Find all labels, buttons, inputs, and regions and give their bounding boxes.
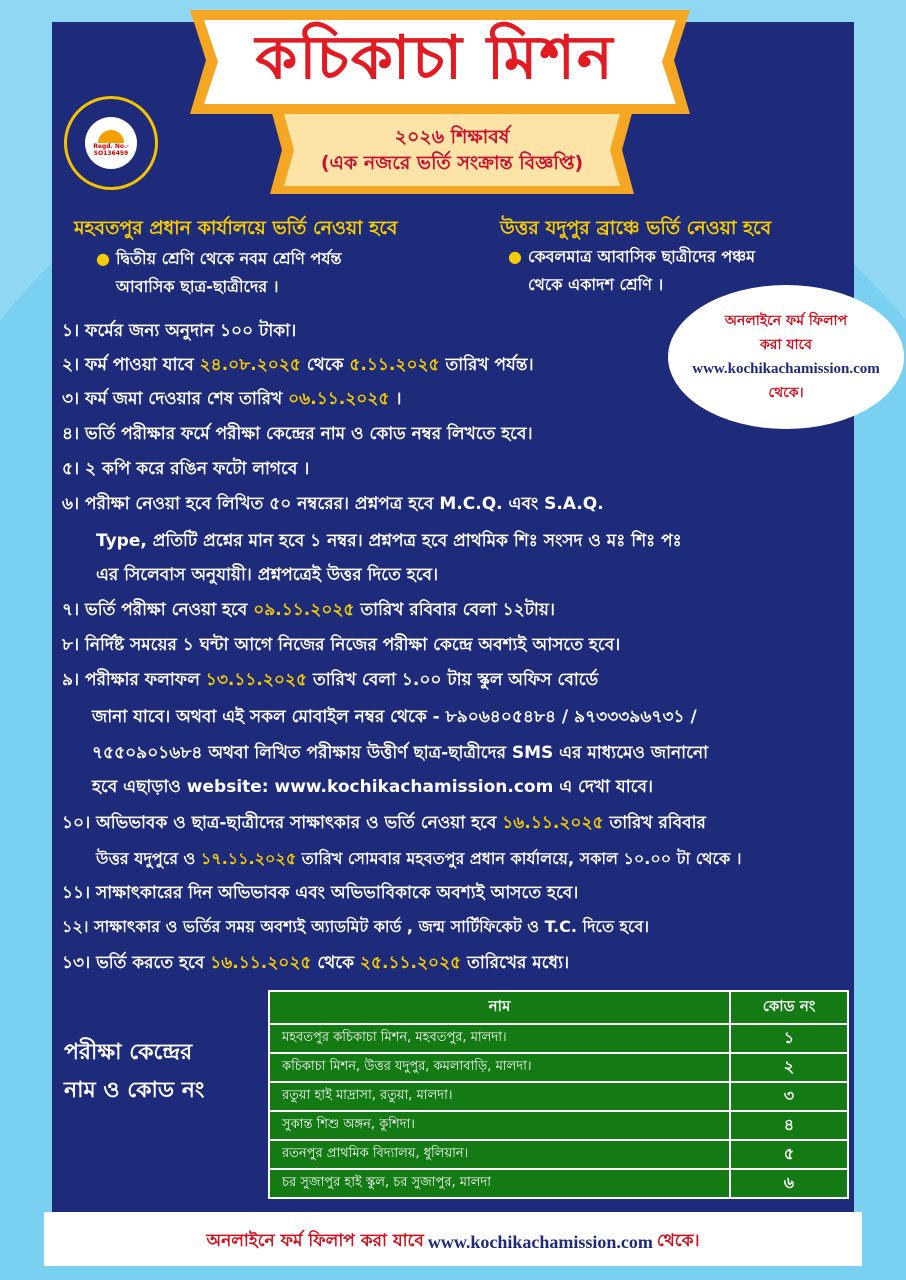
table-row (269, 1111, 848, 1140)
item-5: ৫। ২ কপি করে রঙিন ফটো লাগবে । (62, 459, 310, 479)
center-code: ৪ (730, 1111, 848, 1140)
item-6-line-2: Type, প্রতিটি প্রশ্নের মান হবে ১ নম্বর। প্রশ্নপত্র হবে প্রাথমিক শিঃ সংসদ ও মঃ শিঃ পঃ (96, 531, 682, 551)
item-9-line-4: হবে এছাড়াও website: www.kochikachamission.com এ দেখা যাবে। (92, 777, 653, 797)
item-9-line-3: ৭৫৫০৯০১৬৮৪ অথবা লিখিত পরীক্ষায় উত্তীর্ণ ছাত্র-ছাত্রীদের SMS এর মাধ্যমেও জানানো (92, 743, 709, 763)
center-name: রতুয়া হাই মাদ্রাসা, রতুয়া, মালদা। (269, 1082, 730, 1111)
footer-url[interactable]: www.kochikachamission.com (427, 1231, 653, 1252)
item-9-line-2: জানা যাবে। অথবা এই সকল মোবাইল নম্বর থেকে - ৮৯০৬৪০৫৪৮৪ / ৯৭৩৩৩৯৬৭৩১ / (92, 707, 697, 727)
date: ০৯.১১.২০২৫ (253, 600, 355, 620)
item-1: ১। ফর্মের জন্য অনুদান ১০০ টাকা। (62, 321, 297, 341)
date: ২৪.০৮.২০২৫ (199, 355, 301, 375)
sun-icon (98, 130, 124, 143)
table-row (269, 1053, 848, 1082)
footer-text: অনলাইনে ফর্ম ফিলাপ করা যাবে (206, 1231, 424, 1251)
session-year: ২০২৬ শিক্ষাবর্ষ (394, 126, 510, 148)
centers-heading-2: নাম ও কোড নং (64, 1078, 205, 1103)
left-subtext-2: আবাসিক ছাত্র-ছাত্রীদের । (116, 277, 279, 296)
item-10-line-1: ১০। অভিভাবক ও ছাত্র-ছাত্রীদের সাক্ষাৎকার ও ভর্তি নেওয়া হবে ১৬.১১.২০২৫ তারিখ রবিবার (62, 813, 706, 833)
item-4: ৪। ভর্তি পরীক্ষার ফর্মে পরীক্ষা কেন্দ্রের নাম ও কোড নম্বর লিখতে হবে। (62, 424, 533, 444)
table-row (269, 1024, 848, 1053)
item-9-line-1: ৯। পরীক্ষার ফলাফল ১৩.১১.২০২৫ তারিখ বেলা ১.০০ টায় স্কুল অফিস বোর্ডে (62, 670, 599, 690)
table-row (269, 1169, 848, 1198)
item-2: ২। ফর্ম পাওয়া যাবে ২৪.০৮.২০২৫ থেকে ৫.১১.২০২৫ তারিখ পর্যন্ত। (62, 355, 534, 375)
mission-logo (64, 96, 158, 190)
date: ২৫.১১.২০২৫ (359, 953, 462, 973)
center-code: ৩ (730, 1082, 848, 1111)
item-11: ১১। সাক্ষাৎকারের দিন অভিভাবক এবং অভিভাবিকাকে অবশ্যই আসতে হবে। (62, 883, 579, 903)
item-12: ১২। সাক্ষাৎকার ও ভর্তির সময় অবশ্যই অ্যাডমিট কার্ড , জন্ম সার্টিফিকেট ও T.C. দিতে হবে। (62, 917, 650, 936)
logo-regd-no: SO136459 (93, 149, 129, 157)
bullet-icon: ● (96, 249, 110, 268)
center-name: চর সুজাপুর হাই স্কুল, চর সুজাপুর, মালদা (269, 1169, 730, 1198)
right-subtext-2: থেকে একাদশ শ্রেণি । (528, 275, 664, 294)
item-6-line-1: ৬। পরীক্ষা নেওয়া হবে লিখিত ৫০ নম্বরের। প্রশ্নপত্র হবে M.C.Q. এবং S.A.Q. (62, 494, 604, 514)
center-name: মহবতপুর কচিকাচা মিশন, মহবতপুর, মালদা। (269, 1024, 730, 1053)
center-code: ৬ (730, 1169, 848, 1198)
footer-notice (44, 1222, 862, 1262)
logo-regd: Regd. No.- (93, 142, 129, 150)
item-7: ৭। ভর্তি পরীক্ষা নেওয়া হবে ০৯.১১.২০২৫ তারিখ রবিবার বেলা ১২টায়। (62, 600, 555, 620)
center-code: ৫ (730, 1140, 848, 1169)
online-notice (668, 286, 904, 428)
centers-heading (64, 1034, 260, 1110)
left-subtext-1: ● দ্বিতীয় শ্রেণি থেকে নবম শ্রেণি পর্যন্ত (96, 249, 342, 268)
online-line-1: অনলাইনে ফর্ম ফিলাপ (724, 313, 848, 329)
item-3: ৩। ফর্ম জমা দেওয়ার শেষ তারিখ ০৬.১১.২০২৫ । (62, 389, 402, 409)
centers-heading-1: পরীক্ষা কেন্দ্রের (64, 1040, 193, 1065)
session-subtitle: (এক নজরে ভর্তি সংক্রান্ত বিজ্ঞপ্তি) (320, 152, 584, 174)
center-name: রতনপুর প্রাথমিক বিদ্যালয়, ধুলিয়ান। (269, 1140, 730, 1169)
center-name: সুকান্ত শিশু অঙ্গন, কুশিদা। (269, 1111, 730, 1140)
center-code: ১ (730, 1024, 848, 1053)
code-column-header: কোড নং (730, 991, 848, 1024)
date: ১৭.১১.২০২৫ (200, 849, 297, 868)
date: ৫.১১.২০২৫ (349, 355, 440, 375)
item-10-line-2: উত্তর যদুপুরে ও ১৭.১১.২০২৫ তারিখ সোমবার মহবতপুর প্রধান কার্যালয়ে, সকাল ১০.০০ টা থেকে । (96, 849, 742, 868)
online-url[interactable]: www.kochikachamission.com (692, 361, 880, 377)
logo-emblem (85, 117, 137, 169)
item-6-line-3: এর সিলেবাস অনুযায়ী। প্রশ্নপত্রেই উত্তর দিতে হবে। (96, 565, 439, 585)
table-row (269, 1082, 848, 1111)
table-header-row (269, 991, 848, 1024)
session-box (286, 110, 618, 190)
exam-centers-table (268, 990, 849, 1199)
date: ১৩.১১.২০২৫ (205, 670, 308, 690)
title-banner-text (200, 14, 670, 110)
table-row (269, 1140, 848, 1169)
item-8: ৮। নির্দিষ্ট সময়ের ১ ঘন্টা আগে নিজের নিজের পরীক্ষা কেন্দ্রে অবশ্যই আসতে হবে। (62, 635, 621, 655)
online-line-3: থেকে। (768, 385, 804, 401)
right-subtext-1: ● কেবলমাত্র আবাসিক ছাত্রীদের পঞ্চম (508, 247, 756, 266)
date: ১৬.১১.২০২৫ (502, 813, 604, 833)
item-13: ১৩। ভর্তি করতে হবে ১৬.১১.২০২৫ থেকে ২৫.১১.২০২৫ তারিখের মধ্যে। (62, 953, 570, 973)
footer-text-end: থেকে। (656, 1231, 700, 1251)
online-line-2: করা যাবে (760, 337, 812, 353)
date: ১৬.১১.২০২৫ (210, 953, 312, 973)
center-code: ২ (730, 1053, 848, 1082)
name-column-header: নাম (269, 991, 730, 1024)
left-heading: মহবতপুর প্রধান কার্যালয়ে ভর্তি নেওয়া হবে (74, 217, 398, 239)
bullet-icon: ● (508, 247, 522, 266)
poster-title: কচিকাচা মিশন (255, 23, 615, 93)
date: ০৬.১১.২০২৫ (288, 389, 390, 409)
center-name: কচিকাচা মিশন, উত্তর যদুপুর, কমলাবাড়ি, মালদা। (269, 1053, 730, 1082)
right-heading: উত্তর যদুপুর ব্রাঞ্চে ভর্তি নেওয়া হবে (500, 217, 772, 239)
